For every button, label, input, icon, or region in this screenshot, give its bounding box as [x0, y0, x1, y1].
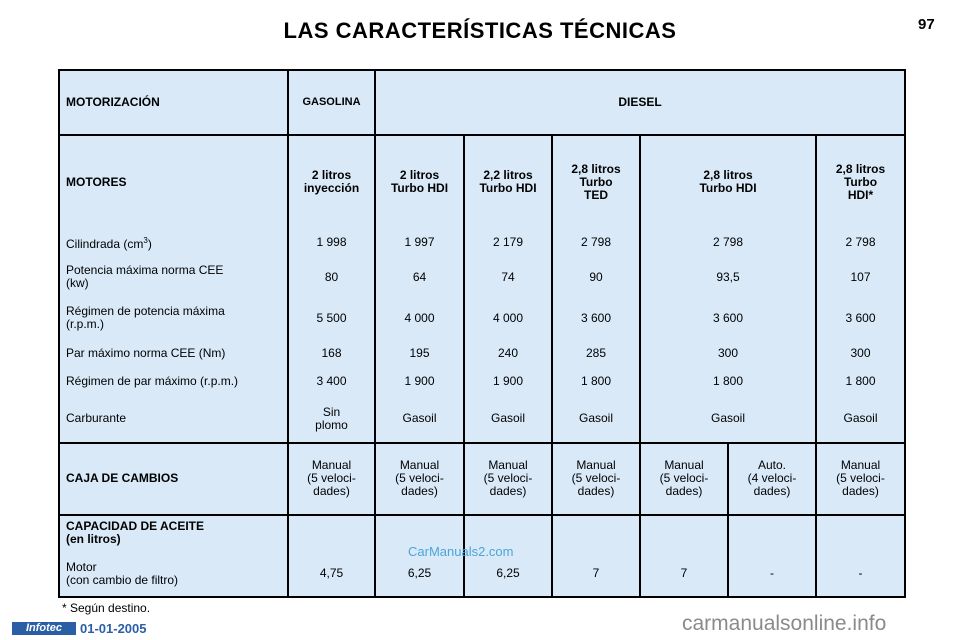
motor-cell: 2,8 litros Turbo HDI [640, 135, 816, 228]
potencia-label: Potencia máxima norma CEE (kw) [59, 257, 288, 298]
aceite-cell: - [728, 551, 816, 597]
motores-row [59, 135, 905, 228]
carburante-label: Carburante [59, 396, 288, 443]
regimen-par-cell: 1 800 [640, 367, 816, 395]
infotec-logo: Infotec [12, 622, 76, 635]
regimen-potencia-cell: 3 600 [552, 297, 640, 339]
caja-cell: Manual (5 veloci- dades) [464, 443, 552, 515]
carburante-cell: Gasoil [552, 396, 640, 443]
par-cell: 300 [816, 339, 905, 367]
page-title: LAS CARACTERÍSTICAS TÉCNICAS [283, 18, 677, 43]
motor-cell: 2 litros Turbo HDI [375, 135, 464, 228]
caja-cell: Manual (5 veloci- dades) [552, 443, 640, 515]
cilindrada-cell: 2 179 [464, 228, 552, 256]
potencia-row [59, 257, 905, 298]
motor-cell: 2 litros inyección [288, 135, 375, 228]
aceite-cell: 6,25 [464, 551, 552, 597]
carburante-cell: Sin plomo [288, 396, 375, 443]
aceite-cell: 7 [640, 551, 728, 597]
specs-table [58, 69, 906, 598]
cilindrada-row [59, 228, 905, 256]
par-cell: 285 [552, 339, 640, 367]
carburante-cell: Gasoil [640, 396, 816, 443]
aceite-cell: 6,25 [375, 551, 464, 597]
motor-cell: 2,8 litros Turbo TED [552, 135, 640, 228]
aceite-cell: 7 [552, 551, 640, 597]
regimen-par-cell: 1 800 [552, 367, 640, 395]
caja-label: CAJA DE CAMBIOS [59, 443, 288, 515]
motor-aceite-label: Motor (con cambio de filtro) [59, 551, 288, 597]
par-cell: 168 [288, 339, 375, 367]
potencia-cell: 74 [464, 257, 552, 298]
regimen-potencia-cell: 4 000 [375, 297, 464, 339]
diesel-header: DIESEL [375, 70, 905, 135]
potencia-cell: 93,5 [640, 257, 816, 298]
caja-cell: Manual (5 veloci- dades) [816, 443, 905, 515]
par-label: Par máximo norma CEE (Nm) [59, 339, 288, 367]
motor-cell: 2,2 litros Turbo HDI [464, 135, 552, 228]
motores-label: MOTORES [59, 135, 288, 228]
carburante-cell: Gasoil [816, 396, 905, 443]
caja-cell: Manual (5 veloci- dades) [640, 443, 728, 515]
gasolina-header: GASOLINA [288, 70, 375, 135]
regimen-potencia-cell: 4 000 [464, 297, 552, 339]
caja-cell: Manual (5 veloci- dades) [375, 443, 464, 515]
carburante-cell: Gasoil [464, 396, 552, 443]
regimen-par-cell: 3 400 [288, 367, 375, 395]
caja-row [59, 443, 905, 515]
cilindrada-cell: 2 798 [816, 228, 905, 256]
cilindrada-cell: 1 997 [375, 228, 464, 256]
regimen-potencia-row [59, 297, 905, 339]
par-cell: 300 [640, 339, 816, 367]
cilindrada-label: Cilindrada $(cm^3)$ [59, 228, 288, 256]
page-number: 97 [918, 16, 935, 33]
par-cell: 240 [464, 339, 552, 367]
regimen-par-cell: 1 800 [816, 367, 905, 395]
footer-site: carmanualsonline.info [682, 612, 887, 635]
caja-cell: Manual (5 veloci- dades) [288, 443, 375, 515]
cilindrada-cell: 2 798 [640, 228, 816, 256]
caja-cell: Auto. (4 veloci- dades) [728, 443, 816, 515]
cilindrada-cell: 1 998 [288, 228, 375, 256]
regimen-par-cell: 1 900 [375, 367, 464, 395]
footer-date: 01-01-2005 [80, 621, 147, 636]
potencia-cell: 107 [816, 257, 905, 298]
regimen-potencia-cell: 5 500 [288, 297, 375, 339]
par-row [59, 339, 905, 367]
regimen-par-cell: 1 900 [464, 367, 552, 395]
footnote: * Según destino. [62, 601, 151, 615]
motor-cell: 2,8 litros Turbo HDI* [816, 135, 905, 228]
motorizacion-header: MOTORIZACIÓN [59, 70, 288, 135]
aceite-cell: - [816, 551, 905, 597]
aceite-label: CAPACIDAD DE ACEITE (en litros) [59, 515, 288, 552]
regimen-par-label: Régimen de par máximo (r.p.m.) [59, 367, 288, 395]
carburante-cell: Gasoil [375, 396, 464, 443]
regimen-par-row [59, 367, 905, 395]
cilindrada-cell: 2 798 [552, 228, 640, 256]
watermark: CarManuals2.com [408, 544, 514, 559]
aceite-cell: 4,75 [288, 551, 375, 597]
potencia-cell: 80 [288, 257, 375, 298]
regimen-potencia-label: Régimen de potencia máxima (r.p.m.) [59, 297, 288, 339]
potencia-cell: 90 [552, 257, 640, 298]
header-row [59, 70, 905, 135]
regimen-potencia-cell: 3 600 [816, 297, 905, 339]
regimen-potencia-cell: 3 600 [640, 297, 816, 339]
potencia-cell: 64 [375, 257, 464, 298]
carburante-row [59, 396, 905, 443]
par-cell: 195 [375, 339, 464, 367]
